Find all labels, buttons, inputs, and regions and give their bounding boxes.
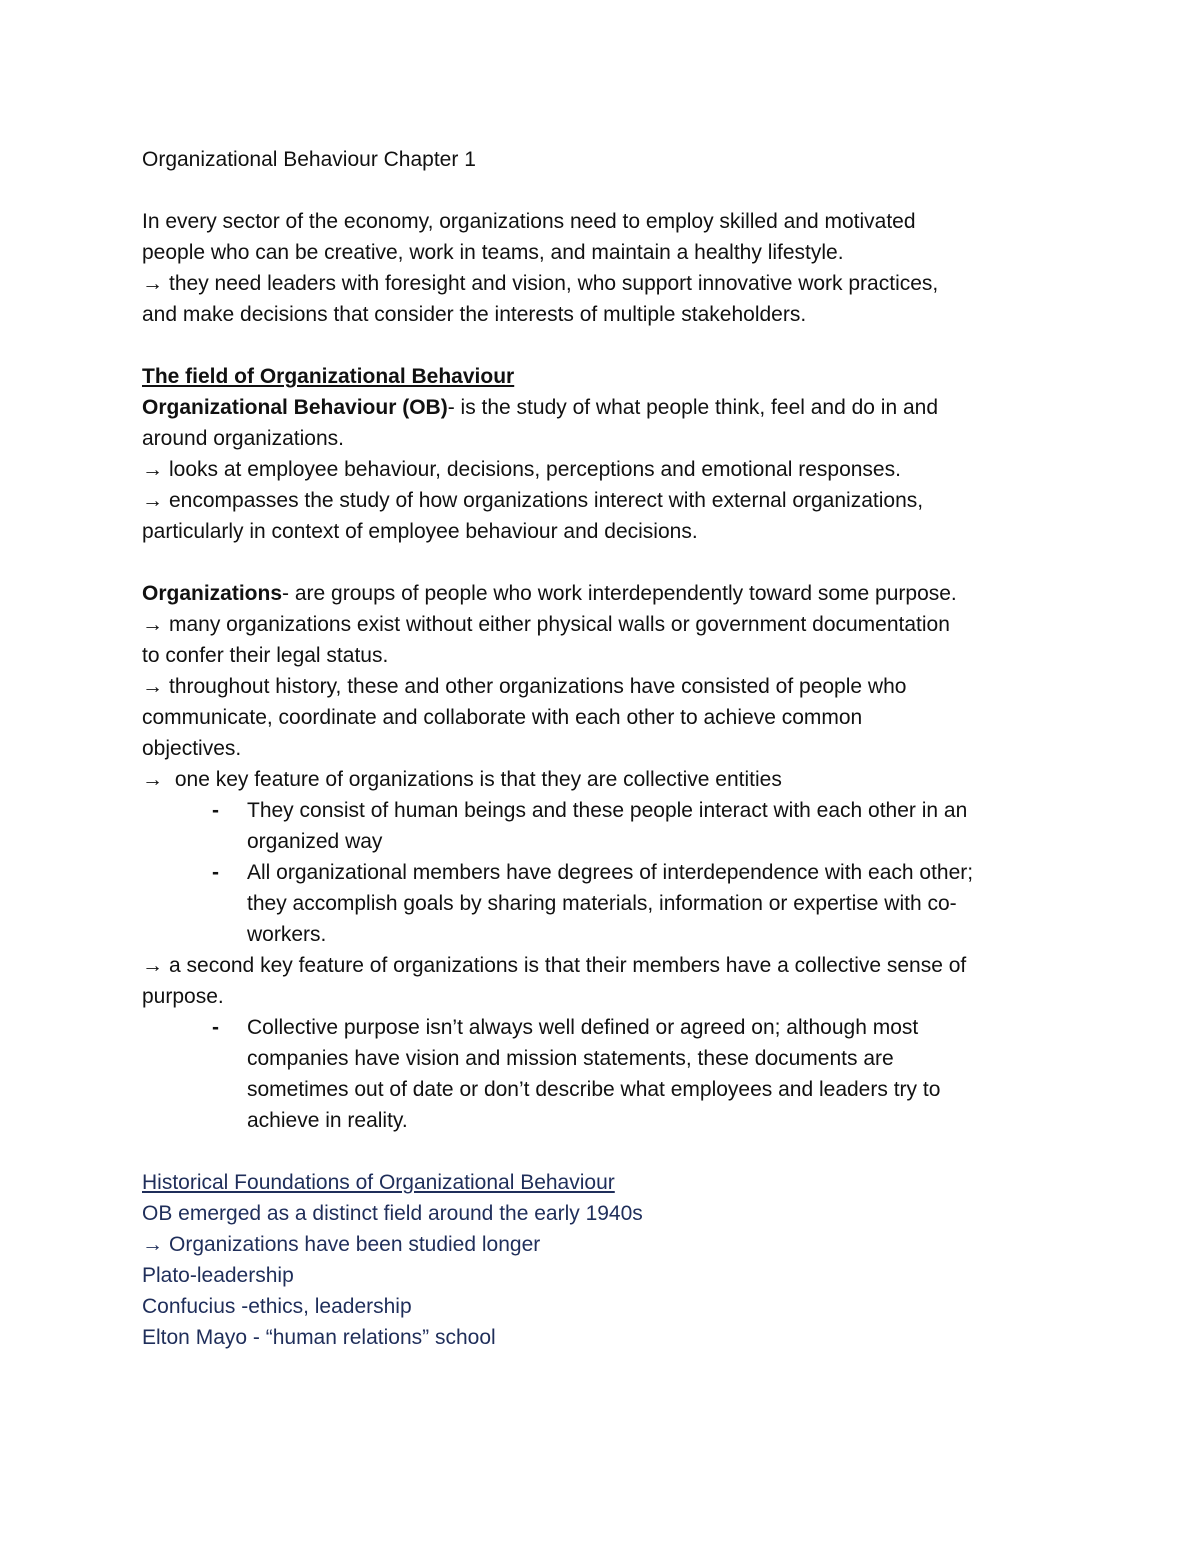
bullet-2-line-3: workers. xyxy=(247,923,327,946)
ob-point-2-line-2: particularly in context of employee behaviour and decisions. xyxy=(142,520,698,543)
organizations-definition xyxy=(142,578,1072,609)
intro-arrow-text-1: they need leaders with foresight and vision, who support innovative work practices, xyxy=(169,272,939,295)
ob-point-2 xyxy=(142,485,1072,516)
organizations-term: Organizations xyxy=(142,582,283,605)
spacer xyxy=(142,1136,1072,1167)
org-point-1 xyxy=(142,609,1072,640)
bullet-3-line-3: sometimes out of date or don’t describe what employees and leaders try to xyxy=(247,1078,941,1101)
org-point-4-text: a second key feature of organizations is that their members have a collective sense of xyxy=(169,954,967,977)
intro-arrow-line-1 xyxy=(142,268,1072,299)
bullet-3-line-2: companies have vision and mission statements, these documents are xyxy=(247,1047,894,1070)
arrow-icon: → xyxy=(142,675,163,698)
org-point-2-line-3: objectives. xyxy=(142,737,242,760)
history-line-5: Elton Mayo - “human relations” school xyxy=(142,1326,496,1349)
spacer xyxy=(142,547,1072,578)
intro-line-1: In every sector of the economy, organizations need to employ skilled and motivated xyxy=(142,210,916,233)
ob-point-1-text: looks at employee behaviour, decisions, perceptions and emotional responses. xyxy=(169,458,901,481)
history-line-3: Plato-leadership xyxy=(142,1264,294,1287)
ob-term: Organizational Behaviour (OB) xyxy=(142,396,448,419)
ob-definition xyxy=(142,392,1072,423)
ob-point-1 xyxy=(142,454,1072,485)
org-point-3 xyxy=(142,764,1072,795)
bullet-dash: - xyxy=(212,861,219,884)
bullet-2-line-1: All organizational members have degrees of interdependence with each other; xyxy=(247,861,974,884)
bullet-1-line-1: They consist of human beings and these people interact with each other in an xyxy=(247,799,968,822)
document-title: Organizational Behaviour Chapter 1 xyxy=(142,148,476,171)
list-item xyxy=(142,795,1072,857)
intro-line-2: people who can be creative, work in teams, and maintain a healthy lifestyle. xyxy=(142,241,844,264)
org-point-2 xyxy=(142,671,1072,702)
history-line-1: OB emerged as a distinct field around the early 1940s xyxy=(142,1202,643,1225)
bullet-dash: - xyxy=(212,799,219,822)
bullet-3-line-1: Collective purpose isn’t always well defined or agreed on; although most xyxy=(247,1016,919,1039)
section-heading-field-of-ob: The field of Organizational Behaviour xyxy=(142,365,515,388)
ob-definition-text: - is the study of what people think, feel and do in and xyxy=(447,396,939,419)
history-line-4: Confucius -ethics, leadership xyxy=(142,1295,412,1318)
arrow-icon: → xyxy=(142,768,163,791)
arrow-icon: → xyxy=(142,272,163,295)
list-item xyxy=(142,857,1072,950)
org-point-1-line-2: to confer their legal status. xyxy=(142,644,389,667)
organizations-definition-text: - are groups of people who work interdependently toward some purpose. xyxy=(282,582,957,605)
ob-point-2-text: encompasses the study of how organizations interect with external organizations, xyxy=(169,489,924,512)
section-heading-historical-foundations: Historical Foundations of Organizational Behaviour xyxy=(142,1171,615,1194)
document-page xyxy=(142,144,1072,1353)
ob-definition-line-2: around organizations. xyxy=(142,427,344,450)
bullet-2-line-2: they accomplish goals by sharing materials, information or expertise with co- xyxy=(247,892,957,915)
org-point-3-text: one key feature of organizations is that they are collective entities xyxy=(169,768,782,791)
history-line-2 xyxy=(142,1229,1072,1260)
org-point-4 xyxy=(142,950,1072,981)
list-item xyxy=(142,1012,1072,1136)
bullet-dash: - xyxy=(212,1016,219,1039)
arrow-icon: → xyxy=(142,489,163,512)
arrow-icon: → xyxy=(142,954,163,977)
spacer xyxy=(142,330,1072,361)
arrow-icon: → xyxy=(142,613,163,636)
arrow-icon: → xyxy=(142,458,163,481)
intro-arrow-line-2: and make decisions that consider the interests of multiple stakeholders. xyxy=(142,303,807,326)
org-point-2-line-2: communicate, coordinate and collaborate with each other to achieve common xyxy=(142,706,863,729)
bullet-1-line-2: organized way xyxy=(247,830,383,853)
org-point-4-line-2: purpose. xyxy=(142,985,224,1008)
org-point-2-text: throughout history, these and other organizations have consisted of people who xyxy=(169,675,907,698)
history-line-2-text: Organizations have been studied longer xyxy=(169,1233,541,1256)
bullet-3-line-4: achieve in reality. xyxy=(247,1109,408,1132)
spacer xyxy=(142,175,1072,206)
arrow-icon: → xyxy=(142,1233,163,1256)
org-point-1-text: many organizations exist without either physical walls or government documentation xyxy=(169,613,950,636)
